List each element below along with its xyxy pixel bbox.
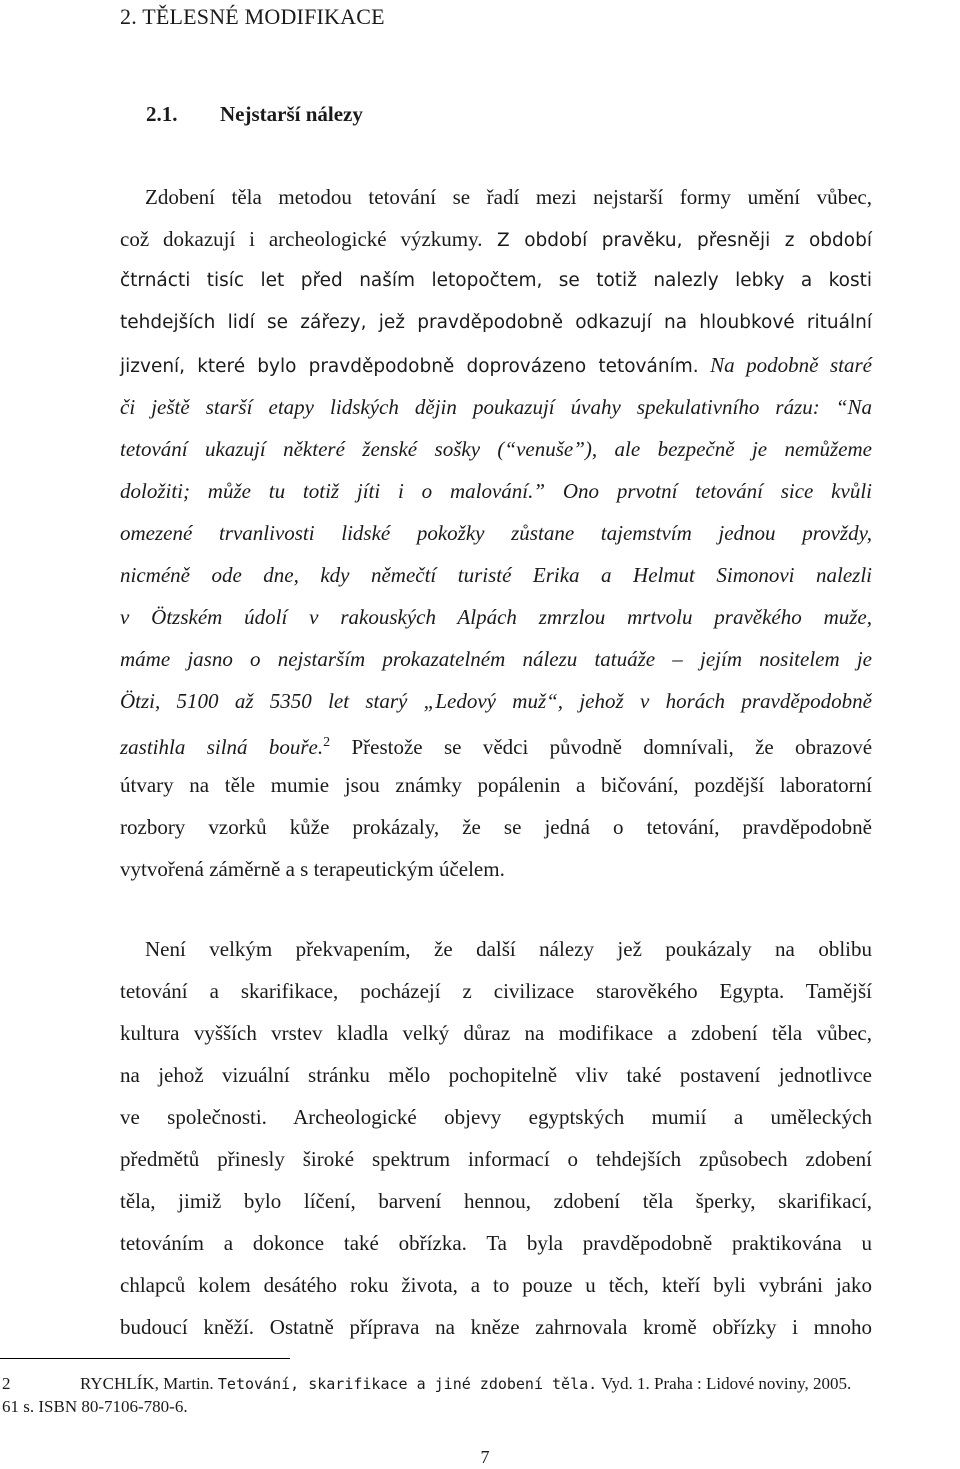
footnote-title: Tetování, skarifikace a jiné zdobení těla. (217, 1375, 598, 1393)
p1-line-5-a: jizvení, které bylo pravděpodobně doprovázeno tetováním. (120, 356, 699, 377)
p1-line-2 (120, 224, 872, 254)
p1-line-15: útvary na těle mumie jsou známky popálenin a bičování, pozdější laboratorní (120, 773, 872, 797)
p2-line-1: Není velkým překvapením, že další nálezy jež poukázaly na oblibu (145, 937, 872, 961)
footnote-number: 2 (2, 1374, 11, 1393)
footnote-line-2: 61 s. ISBN 80-7106-780-6. (2, 1397, 188, 1416)
page-number: 7 (480, 1447, 490, 1467)
p2-line-7: těla, jimiž bylo líčení, barvení hennou, zdobení těla šperky, skarifikací, (120, 1189, 872, 1213)
p2-line-2: tetování a skarifikace, pocházejí z civilizace starověkého Egypta. Tamější (120, 979, 872, 1003)
p1-line-13: Ötzi, 5100 až 5350 let starý „Ledový muž“, jehož v horách pravděpodobně (120, 689, 872, 713)
footnote-ref-2[interactable]: 2 (323, 735, 331, 750)
p1-line-14 (120, 728, 872, 758)
p1-line-5-b: Na podobně staré (698, 353, 872, 377)
p2-line-5: ve společnosti. Archeologické objevy egyptských mumií a uměleckých (120, 1105, 872, 1129)
p1-line-10: nicméně ode dne, kdy němečtí turisté Erika a Helmut Simonovi nalezli (120, 563, 872, 587)
p2-line-9: chlapců kolem desátého roku života, a to pouze u těch, kteří byli vybráni jako (120, 1273, 872, 1297)
p1-line-7: tetování ukazují některé ženské sošky (“venuše”), ale bezpečně je nemůžeme (120, 437, 872, 461)
p1-line-9: omezené trvanlivosti lidské pokožky zůstane tajemstvím jednou provždy, (120, 521, 872, 545)
p1-line-14-b: Přestože se vědci původně domnívali, že obrazové (330, 735, 873, 759)
chapter-heading: 2. TĚLESNÉ MODIFIKACE (120, 4, 385, 29)
p1-line-14-a: zastihla silná bouře. (120, 735, 324, 759)
p1-line-1: Zdobení těla metodou tetování se řadí mezi nejstarší formy umění vůbec, (145, 185, 872, 209)
p1-line-11: v Ötzském údolí v rakouských Alpách zmrzlou mrtvolu pravěkého muže, (120, 605, 872, 629)
p2-line-10: budoucí kněží. Ostatně příprava na kněze zahrnovala kromě obřízky i mnoho (120, 1315, 872, 1339)
p1-line-3: čtrnácti tisíc let před naším letopočtem, se totiž nalezly lebky a kosti (120, 270, 872, 291)
p1-line-8 (120, 476, 872, 506)
p1-line-17: vytvořená záměrně a s terapeutickým účelem. (120, 857, 505, 881)
footnote-line-1 (80, 1374, 851, 1394)
p2-line-8: tetováním a dokonce také obřízka. Ta byla pravděpodobně praktikována u (120, 1231, 872, 1255)
p1-line-5 (120, 350, 872, 380)
section-title: Nejstarší nálezy (220, 102, 363, 126)
footnote-author: RYCHLÍK, Martin. (80, 1374, 214, 1393)
p1-line-2-b: Z období pravěku, přesněji z období (482, 230, 872, 251)
p1-line-2-a: což dokazují i archeologické výzkumy. (120, 227, 483, 251)
p1-line-8-b: Ono prvotní tetování sice kvůli (545, 479, 872, 503)
footnote-separator (0, 1358, 290, 1359)
p1-line-12: máme jasno o nejstarším prokazatelném nálezu tatuáže – jejím nositelem je (120, 647, 872, 671)
p1-line-4: tehdejších lidí se zářezy, jež pravděpodobně odkazují na hloubkové rituální (120, 312, 872, 333)
section-number: 2.1. (146, 102, 178, 126)
footnote-details: Vyd. 1. Praha : Lidové noviny, 2005. (601, 1374, 852, 1393)
p2-line-3: kultura vyšších vrstev kladla velký důraz na modifikace a zdobení těla vůbec, (120, 1021, 872, 1045)
p1-line-8-a: doložiti; může tu totiž jíti i o malování.” (120, 479, 546, 503)
p2-line-4: na jehož vizuální stránku mělo pochopitelně vliv také postavení jednotlivce (120, 1063, 872, 1087)
p2-line-6: předmětů přinesly široké spektrum informací o tehdejších způsobech zdobení (120, 1147, 872, 1171)
p1-line-6: či ještě starší etapy lidských dějin poukazují úvahy spekulativního rázu: “Na (120, 395, 872, 419)
p1-line-16: rozbory vzorků kůže prokázaly, že se jedná o tetování, pravděpodobně (120, 815, 872, 839)
